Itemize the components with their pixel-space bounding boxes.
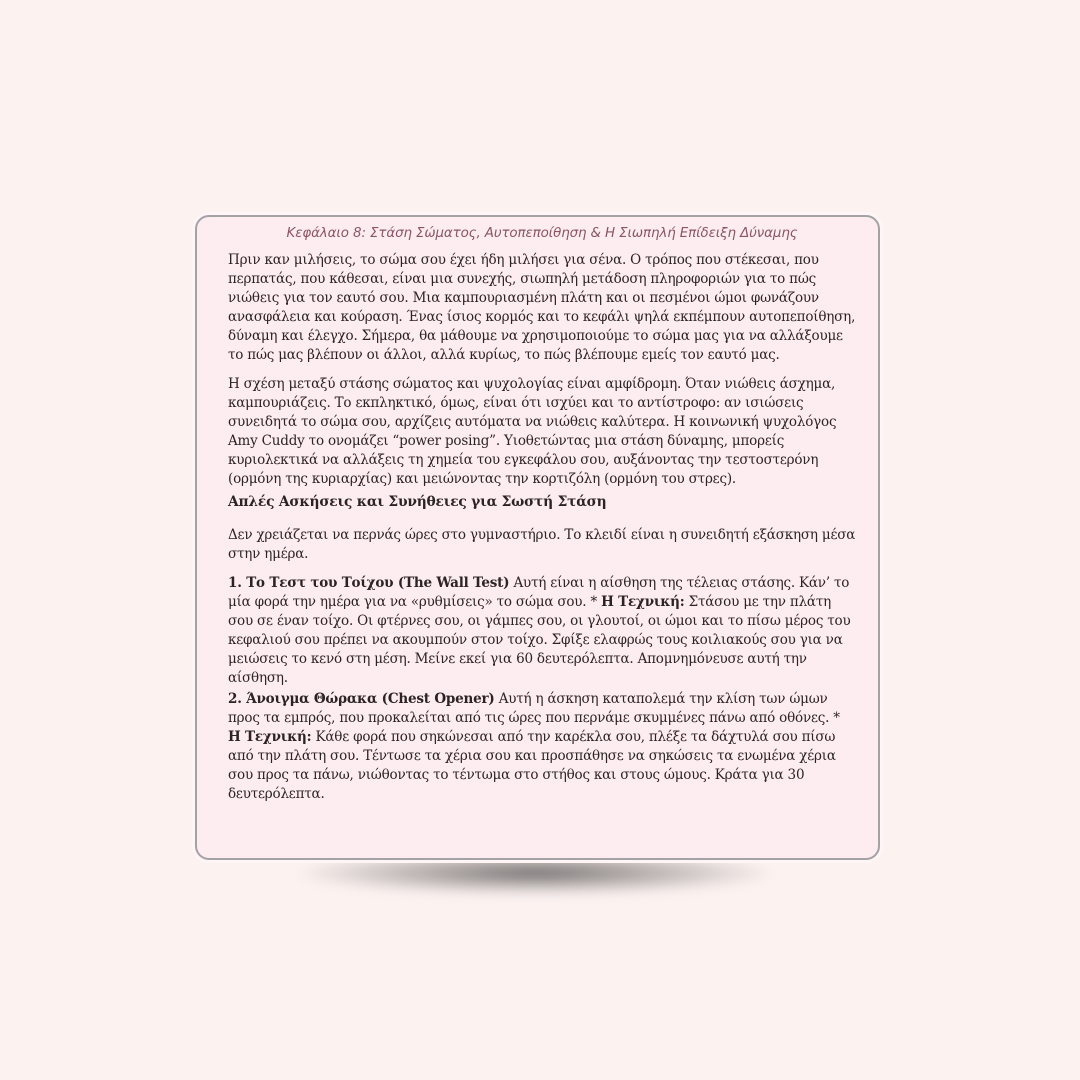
exercise-wall-test (228, 574, 856, 688)
technique-label: Η Τεχνική: (228, 729, 312, 745)
exercise-chest-opener (228, 690, 856, 804)
technique-text: Στάσου με την πλάτη σου σε έναν τοίχο. Οι φτέρνες σου, οι γάμπες σου, οι γλουτοί, οι ώμοι και το πίσω μέρος του κεφαλιού σου πρέπει να ακουμπούν στον τοίχο. Σφίξε ελαφρώς τους κοιλιακούς σου για να μειώσεις το κενό στη μέση. Μείνε εκεί για 60 δευτερόλεπτα. Απομνημόνευσε αυτή την αίσθηση. (228, 594, 851, 686)
technique-text: Κάθε φορά που σηκώνεσαι από την καρέκλα σου, πλέξε τα δάχτυλά σου πίσω από την πλάτη σου. Τέντωσε τα χέρια σου και προσπάθησε να σηκώσεις τα ενωμένα χέρια σου προς τα πάνω, νιώθοντας το τέντωμα στο στήθος και στους ώμους. Κράτα για 30 δευτερόλεπτα. (228, 729, 836, 802)
chapter-title: Κεφάλαιο 8: Στάση Σώματος, Αυτοπεποίθηση & Η Σιωπηλή Επίδειξη Δύναμης (286, 226, 798, 241)
technique-label: Η Τεχνική: (601, 594, 685, 610)
section-intro-paragraph: Δεν χρειάζεται να περνάς ώρες στο γυμναστήριο. Το κλειδί είναι η συνειδητή εξάσκηση μέσα στην ημέρα. (228, 527, 856, 562)
section-heading: Απλές Ασκήσεις και Συνήθειες για Σωστή Στάση (228, 494, 607, 510)
exercise-description: Αυτή η άσκηση καταπολεμά την κλίση των ώμων προς τα εμπρός, που προκαλείται από τις ώρες που περνάμε σκυμμένες πάνω από οθόνες. * (228, 691, 840, 726)
exercise-title: 2. Άνοιγμα Θώρακα (Chest Opener) (228, 691, 495, 707)
exercise-title: 1. Το Τεστ του Τοίχου (The Wall Test) (228, 575, 510, 591)
posture-psychology-paragraph: Η σχέση μεταξύ στάσης σώματος και ψυχολογίας είναι αμφίδρομη. Όταν νιώθεις άσχημα, καμπουριάζεις. Το εκπληκτικό, όμως, είναι ότι ισχύει και το αντίστροφο: αν ισιώσεις συνειδητά το σώμα σου, αρχίζεις αυτόματα να νιώθεις καλύτερα. Η κοινωνική ψυχολόγος Amy Cuddy το ονομάζει “power posing”. Υιοθετώντας μια στάση δύναμης, μπορείς κυριολεκτικά να αλλάξεις τη χημεία του εγκεφάλου σου, αυξάνοντας την τεστοστερόνη (ορμόνη της κυριαρχίας) και μειώνοντας την κορτιζόλη (ορμόνη του στρες). (228, 376, 837, 487)
document-card (195, 215, 880, 860)
exercise-description: Αυτή είναι η αίσθηση της τέλειας στάσης. Κάν’ το μία φορά την ημέρα για να «ρυθμίσεις» το σώμα σου. * (228, 575, 850, 610)
intro-paragraph: Πριν καν μιλήσεις, το σώμα σου έχει ήδη μιλήσει για σένα. Ο τρόπος που στέκεσαι, που περπατάς, που κάθεσαι, είναι μια συνεχής, σιωπηλή μετάδοση πληροφοριών για το πώς νιώθεις για τον εαυτό σου. Μια καμπουριασμένη πλάτη και οι πεσμένοι ώμοι φωνάζουν ανασφάλεια και κούραση. Ένας ίσιος κορμός και το κεφάλι ψηλά εκπέμπουν αυτοπεποίθηση, δύναμη και έλεγχο. Σήμερα, θα μάθουμε να χρησιμοποιούμε το σώμα μας για να αλλάξουμε το πώς μας βλέπουν οι άλλοι, αλλά κυρίως, το πώς βλέπουμε εμείς τον εαυτό μας. (228, 252, 856, 363)
